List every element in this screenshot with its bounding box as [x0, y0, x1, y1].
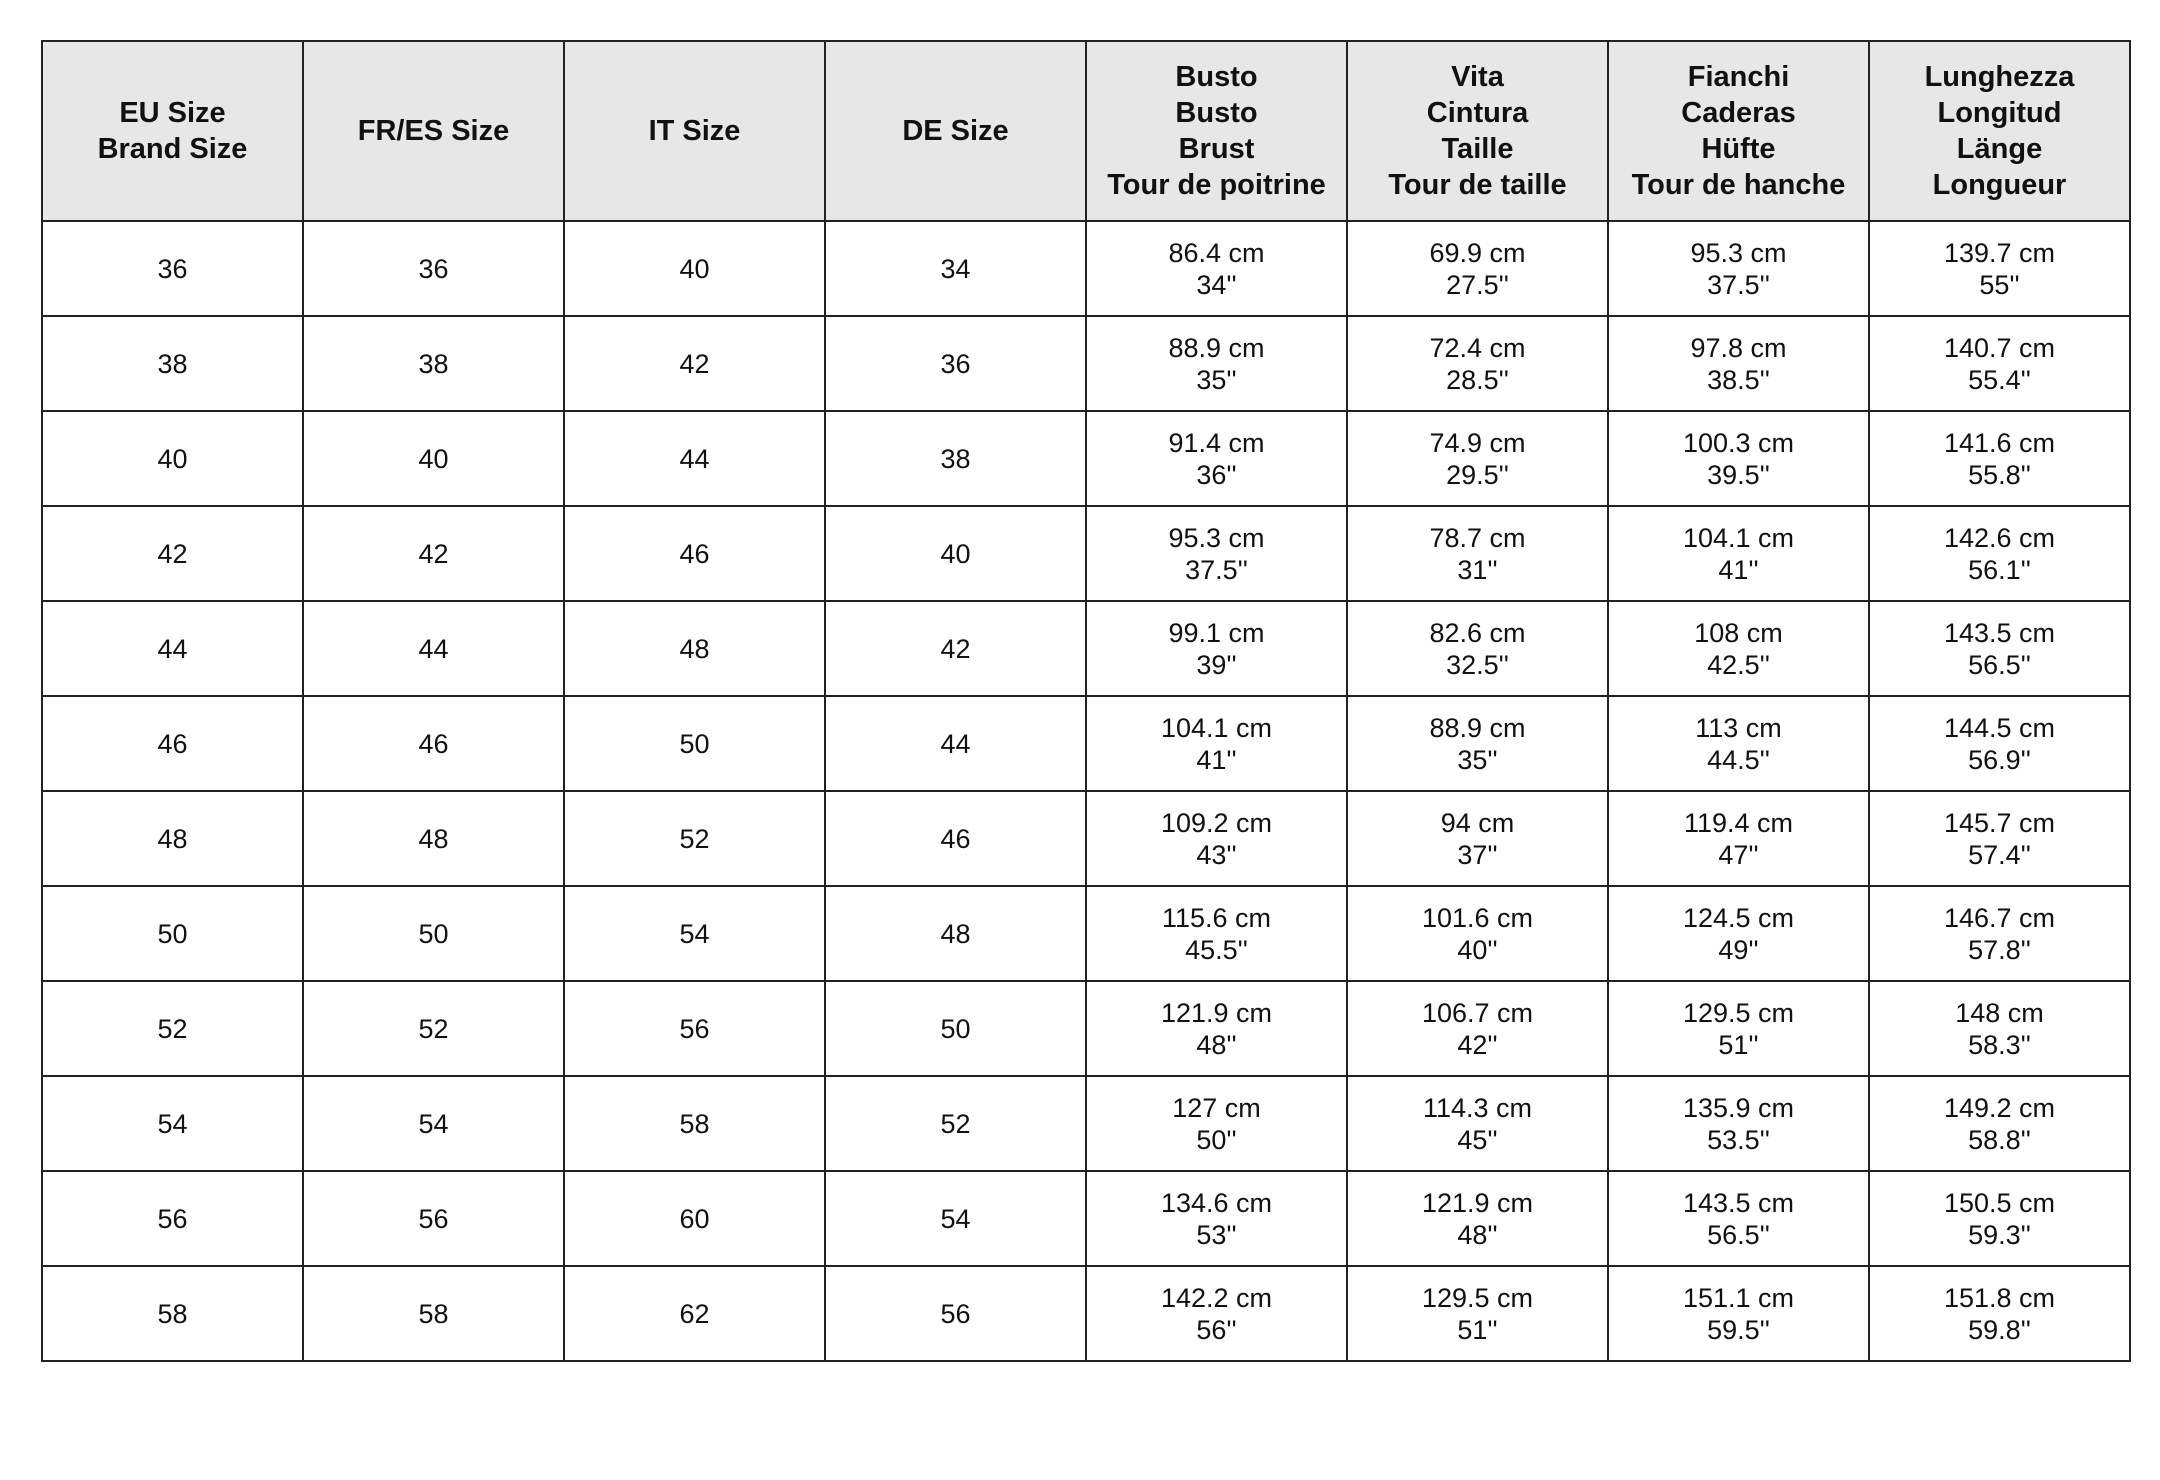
- table-cell: [825, 696, 1086, 791]
- cell-value: 74.9 cm: [1429, 427, 1526, 458]
- table-cell: [1608, 1076, 1869, 1171]
- cell-value: 41'': [1196, 744, 1237, 775]
- cell-value: 44: [418, 633, 449, 664]
- table-cell: [1608, 981, 1869, 1076]
- column-header: [303, 41, 564, 221]
- table-cell: [1869, 601, 2130, 696]
- table-cell: [1869, 1266, 2130, 1361]
- cell-value: 58: [679, 1108, 710, 1139]
- cell-value: 88.9 cm: [1168, 332, 1265, 363]
- cell-value: 42: [679, 348, 710, 379]
- table-cell: [1086, 1076, 1347, 1171]
- cell-value: 56.9'': [1968, 744, 2031, 775]
- table-cell: [42, 506, 303, 601]
- cell-value: 91.4 cm: [1168, 427, 1265, 458]
- cell-value: 48'': [1196, 1029, 1237, 1060]
- column-header: [825, 41, 1086, 221]
- cell-value: 150.5 cm: [1943, 1187, 2056, 1218]
- cell-value: 88.9 cm: [1429, 712, 1526, 743]
- table-cell: [42, 316, 303, 411]
- cell-value: 113 cm: [1695, 712, 1782, 743]
- column-header-line: Fianchi: [1687, 61, 1790, 93]
- column-header-line: FR/ES Size: [357, 115, 510, 147]
- table-cell: [1347, 1076, 1608, 1171]
- cell-value: 143.5 cm: [1682, 1187, 1795, 1218]
- cell-value: 37'': [1457, 839, 1498, 870]
- table-cell: [1869, 1076, 2130, 1171]
- cell-value: 46: [940, 823, 971, 854]
- table-cell: [825, 791, 1086, 886]
- cell-value: 127 cm: [1172, 1092, 1261, 1123]
- column-header: [1086, 41, 1347, 221]
- column-header-line: DE Size: [902, 115, 1009, 147]
- cell-value: 48: [157, 823, 188, 854]
- table-cell: [1086, 221, 1347, 316]
- table-cell: [564, 601, 825, 696]
- column-header-line: IT Size: [648, 115, 741, 147]
- column-header: [1608, 41, 1869, 221]
- table-cell: [1608, 411, 1869, 506]
- column-header: [1869, 41, 2130, 221]
- cell-value: 56.1'': [1968, 554, 2031, 585]
- cell-value: 56'': [1196, 1314, 1237, 1345]
- cell-value: 45'': [1457, 1124, 1498, 1155]
- cell-value: 52: [679, 823, 710, 854]
- table-cell: [303, 791, 564, 886]
- table-cell: [42, 981, 303, 1076]
- table-row: [42, 601, 2130, 696]
- table-cell: [42, 1076, 303, 1171]
- cell-value: 29.5'': [1446, 459, 1509, 490]
- cell-value: 114.3 cm: [1422, 1092, 1533, 1123]
- cell-value: 95.3 cm: [1168, 522, 1265, 553]
- cell-value: 57.8'': [1968, 934, 2031, 965]
- cell-value: 59.5'': [1707, 1314, 1770, 1345]
- table-cell: [1086, 791, 1347, 886]
- cell-value: 52: [157, 1013, 188, 1044]
- cell-value: 58.3'': [1968, 1029, 2031, 1060]
- cell-value: 38: [157, 348, 188, 379]
- table-cell: [1086, 1171, 1347, 1266]
- table-cell: [1608, 506, 1869, 601]
- table-cell: [1869, 411, 2130, 506]
- cell-value: 50: [679, 728, 710, 759]
- cell-value: 37.5'': [1185, 554, 1248, 585]
- table-cell: [1608, 1266, 1869, 1361]
- cell-value: 51'': [1718, 1029, 1759, 1060]
- column-header: [1347, 41, 1608, 221]
- table-cell: [42, 411, 303, 506]
- column-header-line: Tour de taille: [1388, 169, 1567, 201]
- cell-value: 59.8'': [1968, 1314, 2031, 1345]
- cell-value: 56: [418, 1203, 449, 1234]
- cell-value: 82.6 cm: [1429, 617, 1526, 648]
- column-header-line: Brand Size: [97, 133, 248, 165]
- table-row: [42, 316, 2130, 411]
- table-cell: [303, 601, 564, 696]
- table-row: [42, 411, 2130, 506]
- cell-value: 35'': [1196, 364, 1237, 395]
- table-cell: [825, 1171, 1086, 1266]
- table-cell: [564, 1171, 825, 1266]
- cell-value: 129.5 cm: [1421, 1282, 1534, 1313]
- table-row: [42, 1266, 2130, 1361]
- table-cell: [1347, 696, 1608, 791]
- column-header-line: Länge: [1956, 133, 2043, 165]
- table-cell: [1608, 221, 1869, 316]
- table-row: [42, 1076, 2130, 1171]
- cell-value: 53'': [1196, 1219, 1237, 1250]
- column-header-line: Longueur: [1932, 169, 2067, 201]
- column-header-line: EU Size: [119, 97, 226, 129]
- table-cell: [303, 1076, 564, 1171]
- cell-value: 54: [679, 918, 710, 949]
- column-header-line: Cintura: [1426, 97, 1529, 129]
- column-header-line: Taille: [1441, 133, 1514, 165]
- table-cell: [1608, 791, 1869, 886]
- cell-value: 36: [940, 348, 971, 379]
- table-cell: [303, 886, 564, 981]
- table-cell: [42, 791, 303, 886]
- cell-value: 124.5 cm: [1682, 902, 1795, 933]
- cell-value: 38: [418, 348, 449, 379]
- table-cell: [825, 1076, 1086, 1171]
- cell-value: 44: [157, 633, 188, 664]
- table-cell: [1086, 1266, 1347, 1361]
- cell-value: 40'': [1457, 934, 1498, 965]
- table-cell: [1347, 601, 1608, 696]
- cell-value: 54: [418, 1108, 449, 1139]
- column-header-line: Busto: [1175, 61, 1258, 93]
- cell-value: 119.4 cm: [1683, 807, 1794, 838]
- cell-value: 72.4 cm: [1429, 332, 1526, 363]
- table-cell: [1869, 1171, 2130, 1266]
- header-row: [42, 41, 2130, 221]
- cell-value: 49'': [1718, 934, 1759, 965]
- cell-value: 53.5'': [1707, 1124, 1770, 1155]
- column-header-line: Busto: [1175, 97, 1258, 129]
- table-cell: [303, 1266, 564, 1361]
- cell-value: 50: [418, 918, 449, 949]
- table-cell: [1347, 886, 1608, 981]
- table-cell: [1347, 221, 1608, 316]
- column-header-line: Tour de hanche: [1631, 169, 1846, 201]
- cell-value: 37.5'': [1707, 269, 1770, 300]
- cell-value: 34: [940, 253, 971, 284]
- cell-value: 51'': [1457, 1314, 1498, 1345]
- table-cell: [303, 411, 564, 506]
- cell-value: 40: [157, 443, 188, 474]
- cell-value: 27.5'': [1446, 269, 1509, 300]
- cell-value: 99.1 cm: [1168, 617, 1265, 648]
- table-cell: [825, 506, 1086, 601]
- table-cell: [1608, 316, 1869, 411]
- cell-value: 46: [157, 728, 188, 759]
- table-cell: [1347, 791, 1608, 886]
- cell-value: 55'': [1979, 269, 2020, 300]
- table-cell: [825, 981, 1086, 1076]
- cell-value: 62: [679, 1298, 710, 1329]
- table-cell: [1086, 411, 1347, 506]
- cell-value: 47'': [1718, 839, 1759, 870]
- cell-value: 143.5 cm: [1943, 617, 2056, 648]
- table-cell: [1869, 221, 2130, 316]
- table-cell: [1608, 1171, 1869, 1266]
- table-cell: [42, 601, 303, 696]
- cell-value: 86.4 cm: [1168, 237, 1265, 268]
- cell-value: 121.9 cm: [1160, 997, 1273, 1028]
- size-chart-table: [41, 40, 2131, 1362]
- table-cell: [42, 1266, 303, 1361]
- cell-value: 106.7 cm: [1421, 997, 1534, 1028]
- cell-value: 31'': [1457, 554, 1498, 585]
- table-cell: [825, 1266, 1086, 1361]
- cell-value: 55.8'': [1968, 459, 2031, 490]
- cell-value: 144.5 cm: [1943, 712, 2056, 743]
- cell-value: 94 cm: [1440, 807, 1515, 838]
- cell-value: 146.7 cm: [1943, 902, 2056, 933]
- table-cell: [564, 1266, 825, 1361]
- cell-value: 58: [157, 1298, 188, 1329]
- table-row: [42, 886, 2130, 981]
- table-cell: [564, 316, 825, 411]
- table-cell: [1347, 1171, 1608, 1266]
- cell-value: 34'': [1196, 269, 1237, 300]
- table-cell: [1869, 791, 2130, 886]
- table-cell: [564, 1076, 825, 1171]
- cell-value: 44: [940, 728, 971, 759]
- cell-value: 39'': [1196, 649, 1237, 680]
- table-cell: [42, 696, 303, 791]
- cell-value: 46: [679, 538, 710, 569]
- cell-value: 41'': [1718, 554, 1759, 585]
- cell-value: 56: [157, 1203, 188, 1234]
- cell-value: 151.8 cm: [1943, 1282, 2056, 1313]
- table-row: [42, 221, 2130, 316]
- cell-value: 42: [940, 633, 971, 664]
- cell-value: 69.9 cm: [1429, 237, 1526, 268]
- cell-value: 52: [940, 1108, 971, 1139]
- cell-value: 56.5'': [1707, 1219, 1770, 1250]
- cell-value: 56.5'': [1968, 649, 2031, 680]
- cell-value: 149.2 cm: [1943, 1092, 2056, 1123]
- table-row: [42, 696, 2130, 791]
- cell-value: 56: [940, 1298, 971, 1329]
- cell-value: 39.5'': [1707, 459, 1770, 490]
- cell-value: 151.1 cm: [1682, 1282, 1795, 1313]
- table-cell: [1347, 506, 1608, 601]
- column-header-line: Hüfte: [1701, 133, 1776, 165]
- column-header-line: Lunghezza: [1924, 61, 2075, 93]
- cell-value: 40: [679, 253, 710, 284]
- cell-value: 42'': [1457, 1029, 1498, 1060]
- cell-value: 50: [940, 1013, 971, 1044]
- table-cell: [825, 886, 1086, 981]
- table-cell: [1608, 886, 1869, 981]
- cell-value: 108 cm: [1694, 617, 1783, 648]
- cell-value: 135.9 cm: [1682, 1092, 1795, 1123]
- table-cell: [564, 886, 825, 981]
- table-cell: [303, 696, 564, 791]
- cell-value: 28.5'': [1446, 364, 1509, 395]
- column-header: [42, 41, 303, 221]
- cell-value: 48'': [1457, 1219, 1498, 1250]
- cell-value: 121.9 cm: [1421, 1187, 1534, 1218]
- cell-value: 142.6 cm: [1943, 522, 2056, 553]
- cell-value: 44.5'': [1707, 744, 1770, 775]
- size-chart-header: [42, 41, 2130, 221]
- table-cell: [564, 221, 825, 316]
- table-cell: [1869, 316, 2130, 411]
- table-row: [42, 791, 2130, 886]
- table-cell: [825, 601, 1086, 696]
- column-header-line: Brust: [1178, 133, 1255, 165]
- table-cell: [825, 221, 1086, 316]
- table-row: [42, 981, 2130, 1076]
- cell-value: 43'': [1196, 839, 1237, 870]
- cell-value: 36'': [1196, 459, 1237, 490]
- table-cell: [564, 506, 825, 601]
- cell-value: 129.5 cm: [1682, 997, 1795, 1028]
- table-cell: [1086, 506, 1347, 601]
- table-cell: [1086, 696, 1347, 791]
- column-header: [564, 41, 825, 221]
- cell-value: 55.4'': [1968, 364, 2031, 395]
- cell-value: 36: [157, 253, 188, 284]
- table-cell: [825, 316, 1086, 411]
- cell-value: 54: [940, 1203, 971, 1234]
- table-cell: [1347, 1266, 1608, 1361]
- table-cell: [42, 886, 303, 981]
- cell-value: 50'': [1196, 1124, 1237, 1155]
- cell-value: 45.5'': [1185, 934, 1248, 965]
- table-row: [42, 1171, 2130, 1266]
- table-cell: [1347, 316, 1608, 411]
- column-header-line: Tour de poitrine: [1107, 169, 1326, 201]
- cell-value: 134.6 cm: [1160, 1187, 1273, 1218]
- cell-value: 104.1 cm: [1160, 712, 1273, 743]
- table-cell: [1869, 696, 2130, 791]
- table-cell: [42, 221, 303, 316]
- table-cell: [303, 1171, 564, 1266]
- table-cell: [825, 411, 1086, 506]
- cell-value: 58.8'': [1968, 1124, 2031, 1155]
- table-cell: [564, 696, 825, 791]
- cell-value: 52: [418, 1013, 449, 1044]
- cell-value: 142.2 cm: [1160, 1282, 1273, 1313]
- cell-value: 101.6 cm: [1421, 902, 1534, 933]
- table-cell: [303, 221, 564, 316]
- cell-value: 42.5'': [1707, 649, 1770, 680]
- table-cell: [1347, 411, 1608, 506]
- cell-value: 42: [157, 538, 188, 569]
- cell-value: 56: [679, 1013, 710, 1044]
- table-cell: [1608, 696, 1869, 791]
- cell-value: 35'': [1457, 744, 1498, 775]
- cell-value: 95.3 cm: [1690, 237, 1787, 268]
- cell-value: 50: [157, 918, 188, 949]
- table-cell: [1608, 601, 1869, 696]
- table-cell: [1086, 316, 1347, 411]
- size-chart-body: [42, 221, 2130, 1361]
- cell-value: 109.2 cm: [1160, 807, 1273, 838]
- cell-value: 48: [418, 823, 449, 854]
- cell-value: 48: [940, 918, 971, 949]
- cell-value: 42: [418, 538, 449, 569]
- cell-value: 32.5'': [1446, 649, 1509, 680]
- cell-value: 115.6 cm: [1161, 902, 1272, 933]
- cell-value: 46: [418, 728, 449, 759]
- cell-value: 44: [679, 443, 710, 474]
- table-cell: [1869, 506, 2130, 601]
- column-header-line: Caderas: [1681, 97, 1796, 129]
- table-cell: [564, 411, 825, 506]
- column-header-line: Longitud: [1937, 97, 2062, 129]
- cell-value: 145.7 cm: [1943, 807, 2056, 838]
- table-cell: [1869, 981, 2130, 1076]
- cell-value: 78.7 cm: [1429, 522, 1526, 553]
- cell-value: 140.7 cm: [1943, 332, 2056, 363]
- table-cell: [564, 791, 825, 886]
- table-cell: [303, 506, 564, 601]
- cell-value: 139.7 cm: [1943, 237, 2056, 268]
- table-cell: [1086, 981, 1347, 1076]
- cell-value: 100.3 cm: [1682, 427, 1795, 458]
- cell-value: 58: [418, 1298, 449, 1329]
- cell-value: 148 cm: [1955, 997, 2044, 1028]
- cell-value: 59.3'': [1968, 1219, 2031, 1250]
- column-header-line: Vita: [1451, 61, 1504, 93]
- cell-value: 97.8 cm: [1690, 332, 1787, 363]
- cell-value: 40: [418, 443, 449, 474]
- cell-value: 54: [157, 1108, 188, 1139]
- table-row: [42, 506, 2130, 601]
- cell-value: 36: [418, 253, 449, 284]
- table-cell: [42, 1171, 303, 1266]
- table-cell: [303, 981, 564, 1076]
- table-cell: [1086, 886, 1347, 981]
- cell-value: 48: [679, 633, 710, 664]
- table-cell: [1869, 886, 2130, 981]
- cell-value: 38: [940, 443, 971, 474]
- table-cell: [1347, 981, 1608, 1076]
- table-cell: [1086, 601, 1347, 696]
- table-cell: [564, 981, 825, 1076]
- cell-value: 141.6 cm: [1943, 427, 2056, 458]
- cell-value: 57.4'': [1968, 839, 2031, 870]
- cell-value: 104.1 cm: [1682, 522, 1795, 553]
- cell-value: 40: [940, 538, 971, 569]
- cell-value: 38.5'': [1707, 364, 1770, 395]
- table-cell: [303, 316, 564, 411]
- cell-value: 60: [679, 1203, 710, 1234]
